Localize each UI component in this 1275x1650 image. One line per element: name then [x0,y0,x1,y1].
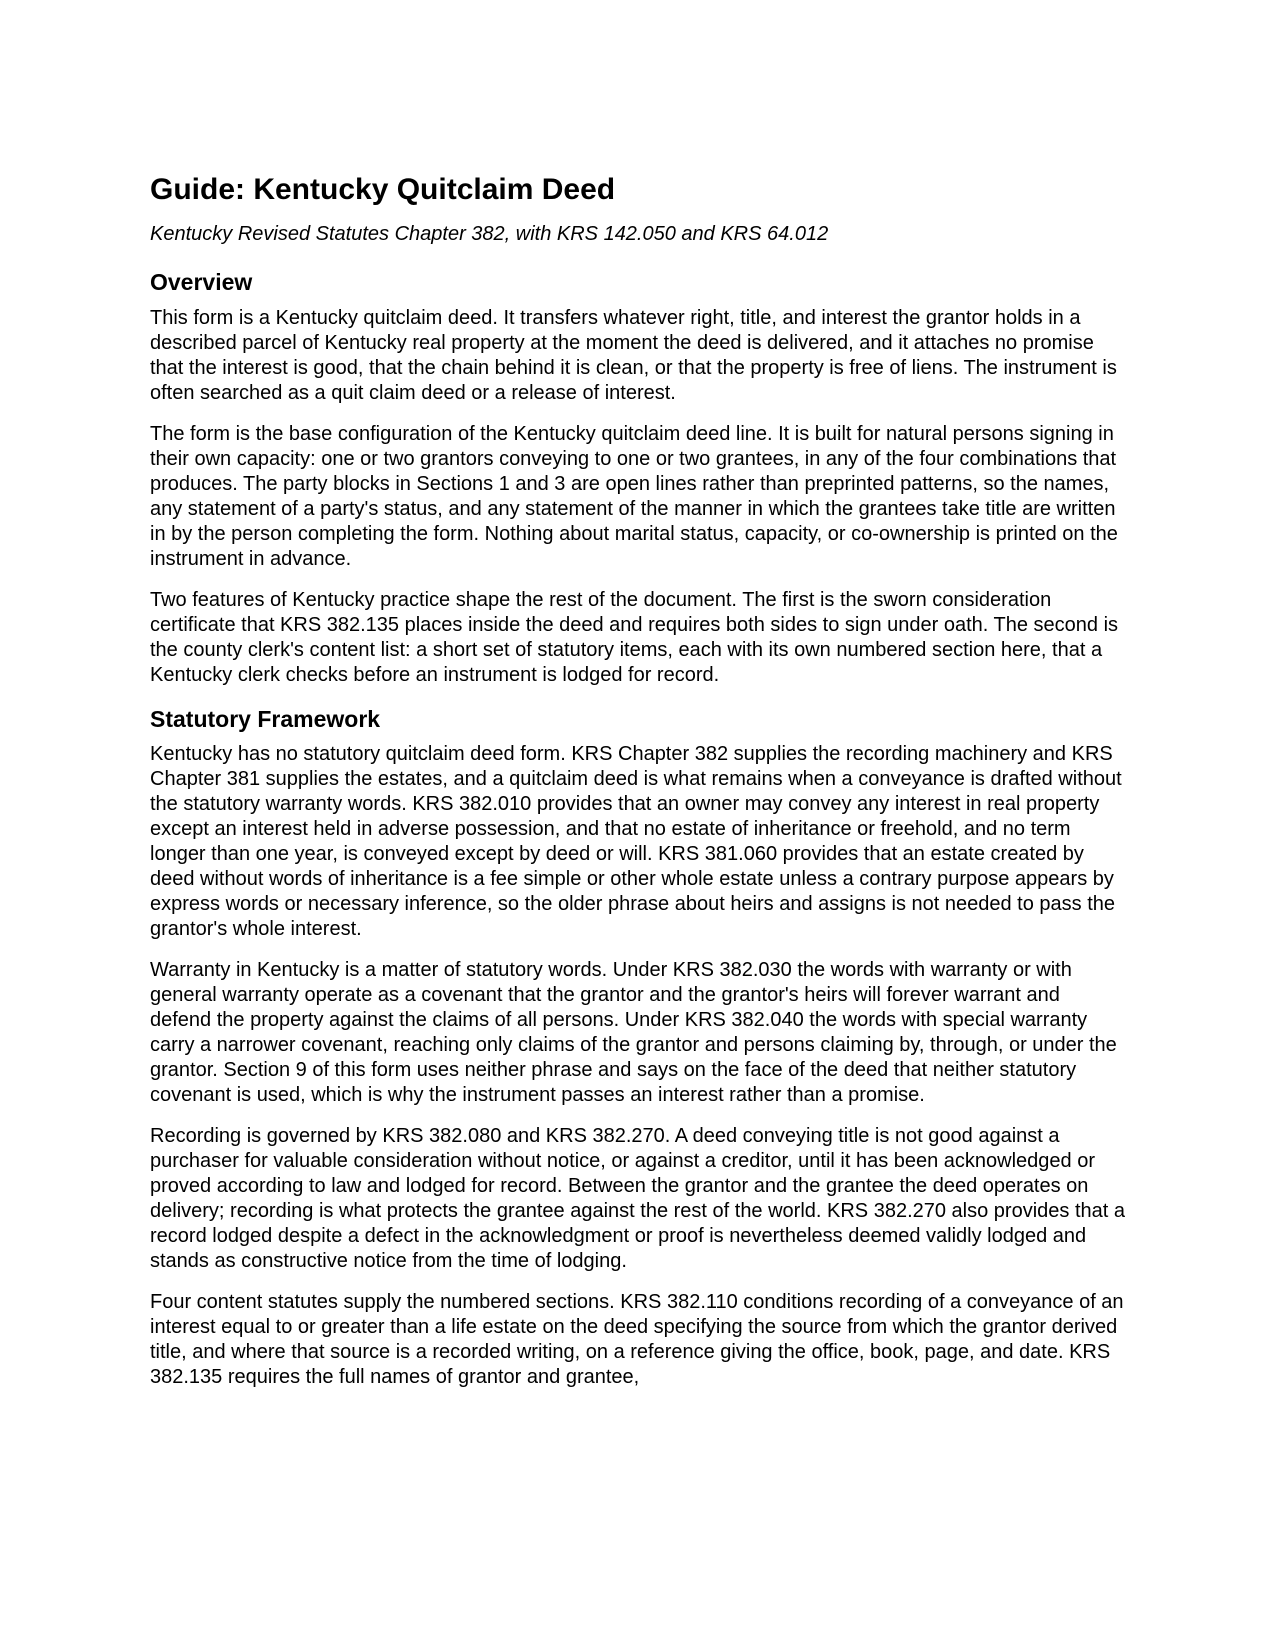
section-heading: Statutory Framework [150,705,381,732]
paragraph: Warranty in Kentucky is a matter of statutory words. Under KRS 382.030 the words with warranty or with general warranty operate as a covenant that the grantor and the grantor's heirs will forever warrant and defend the property against the claims of all persons. Under KRS 382.040 the words with special warranty carry a narrower covenant, reaching only claims of the grantor and persons claiming by, through, or under the grantor. Section 9 of this form uses neither phrase and says on the face of the deed that neither statutory covenant is used, which is why the instrument passes an interest rather than a promise. [150,959,1117,1107]
document-title: Guide: Kentucky Quitclaim Deed [150,173,616,206]
paragraph: Four content statutes supply the numbered sections. KRS 382.110 conditions recording of a conveyance of an interest equal to or greater than a life estate on the deed specifying the source from which the grantor derived title, and where that source is a recorded writing, on a reference giving the office, book, page, and date. KRS 382.135 requires the full names of grantor and grantee, [150,1291,1124,1389]
paragraph: The form is the base configuration of the Kentucky quitclaim deed line. It is built for natural persons signing in their own capacity: one or two grantors conveying to one or two grantees, in any of the four combinations that produces. The party blocks in Sections 1 and 3 are open lines rather than preprinted patterns, so the names, any statement of a party's status, and any statement of the manner in which the grantees take title are written in by the person completing the form. Nothing about marital status, capacity, or co-ownership is printed on the instrument in advance. [150,422,1118,570]
section-statutory-framework [150,706,1125,1391]
section-overview [150,269,1125,688]
paragraph: Recording is governed by KRS 382.080 and KRS 382.270. A deed conveying title is not good against a purchaser for valuable consideration without notice, or against a creditor, until it has been acknowledged or proved according to law and lodged for record. Between the grantor and the grantee the deed operates on delivery; recording is what protects the grantee against the rest of the world. KRS 382.270 also provides that a record lodged despite a defect in the acknowledgment or proof is nevertheless deemed validly lodged and stands as constructive notice from the time of lodging. [150,1125,1125,1273]
paragraph: Two features of Kentucky practice shape the rest of the document. The first is the sworn consideration certificate that KRS 382.135 places inside the deed and requires both sides to sign under oath. The second is the county clerk's content list: a short set of statutory items, each with its own numbered section here, that a Kentucky clerk checks before an instrument is lodged for record. [150,588,1119,686]
section-heading: Overview [150,269,253,295]
document-subtitle: Kentucky Revised Statutes Chapter 382, with KRS 142.050 and KRS 64.012 [150,223,829,245]
paragraph: Kentucky has no statutory quitclaim deed form. KRS Chapter 382 supplies the recording machinery and KRS Chapter 381 supplies the estates, and a quitclaim deed is what remains when a conveyance is drafted without the statutory warranty words. KRS 382.010 provides that an owner may convey any interest in real property except an interest held in adverse possession, and that no estate of inheritance or freehold, and no term longer than one year, is conveyed except by deed or will. KRS 381.060 provides that an estate created by deed without words of inheritance is a fee simple or other whole estate unless a contrary purpose appears by express words or necessary inference, so the older phrase about heirs and assigns is not needed to pass the grantor's whole interest. [150,743,1122,941]
document-page [150,172,1125,1408]
paragraph: This form is a Kentucky quitclaim deed. It transfers whatever right, title, and interest the grantor holds in a described parcel of Kentucky real property at the moment the deed is delivered, and it attaches no promise that the interest is good, that the chain behind it is clean, or that the property is free of liens. The instrument is often searched as a quit claim deed or a release of interest. [150,306,1117,404]
